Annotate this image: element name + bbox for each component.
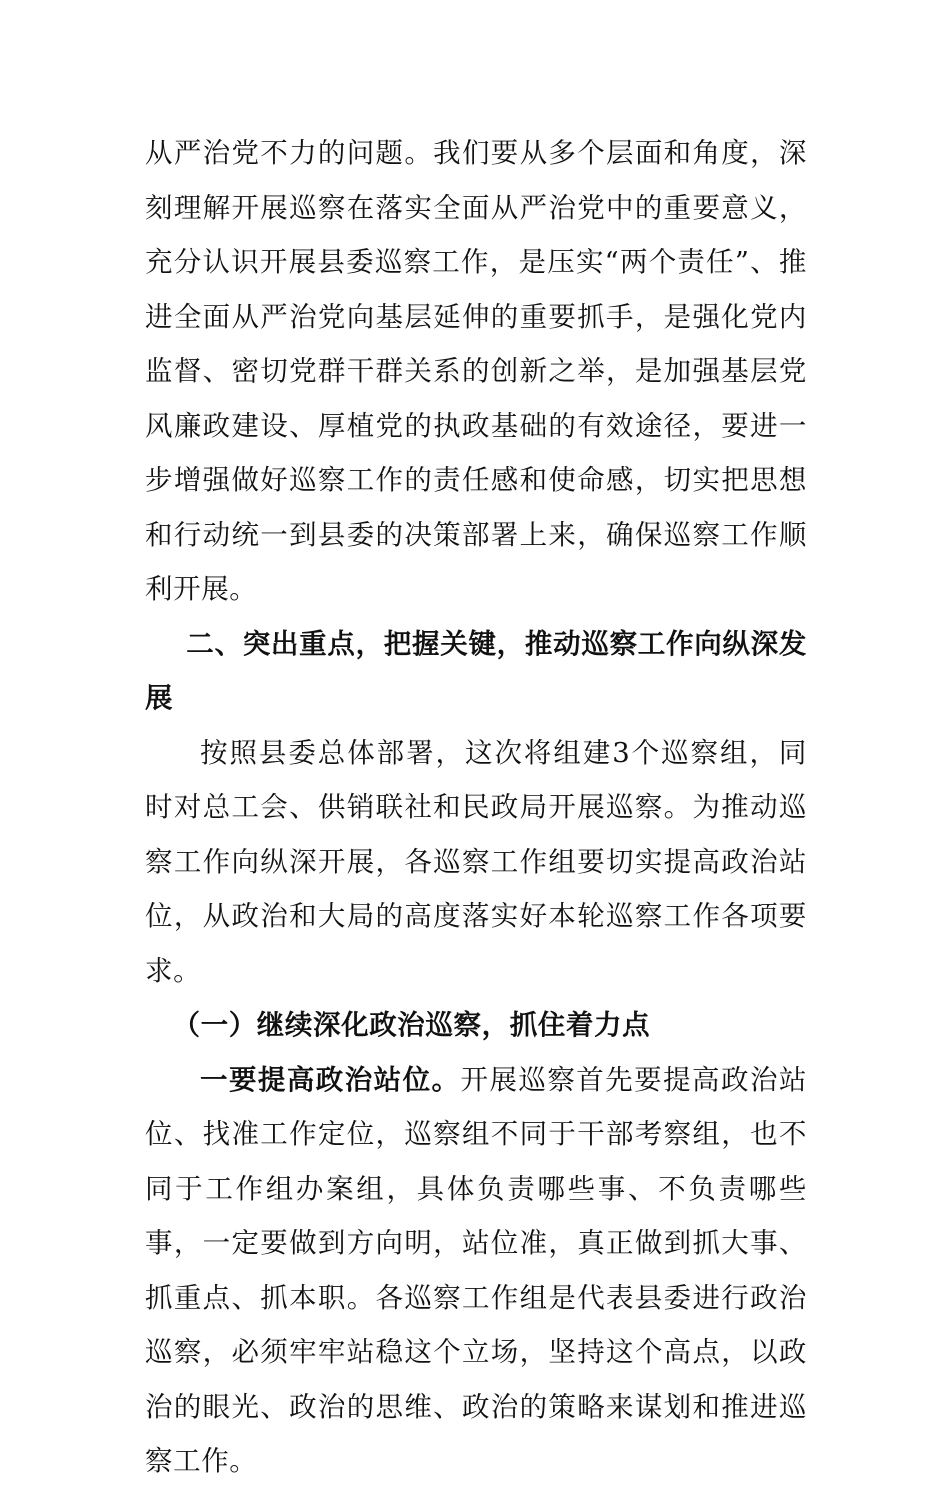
paragraph-body-text: 开展巡察首先要提高政治站位、找准工作定位，巡察组不同于干部考察组，也不同于工作组办案组，具体负责哪些事、不负责哪些事，一定要做到方向明，站位准，真正做到抓大事、抓重点、抓本职。各巡察工作组是代表县委进行政治巡察，必须牢牢站稳这个立场，坚持这个高点，以政治的眼光、政治的思维、政治的策略来谋划和推进巡察工作。 — [145, 1063, 807, 1477]
paragraph-political-stance — [145, 1053, 807, 1489]
paragraph-continuation: 从严治党不力的问题。我们要从多个层面和角度，深刻理解开展巡察在落实全面从严治党中的重要意义，充分认识开展县委巡察工作，是压实“两个责任”、推进全面从严治党向基层延伸的重要抓手，是强化党内监督、密切党群干群关系的创新之举，是加强基层党风廉政建设、厚植党的执政基础的有效途径，要进一步增强做好巡察工作的责任感和使命感，切实把思想和行动统一到县委的决策部署上来，确保巡察工作顺利开展。 — [145, 137, 807, 605]
section-heading: 二、突出重点，把握关键，推动巡察工作向纵深发展 — [145, 627, 807, 714]
subsection-heading: （一）继续深化政治巡察，抓住着力点 — [172, 1009, 651, 1041]
paragraph-lead-phrase: 一要提高政治站位。 — [200, 1063, 461, 1096]
document-body — [145, 126, 807, 1489]
paragraph-section-intro: 按照县委总体部署，这次将组建3个巡察组，同时对总工会、供销联社和民政局开展巡察。为推动巡察工作向纵深开展，各巡察工作组要切实提高政治站位，从政治和大局的高度落实好本轮巡察工作各项要求。 — [145, 736, 807, 987]
